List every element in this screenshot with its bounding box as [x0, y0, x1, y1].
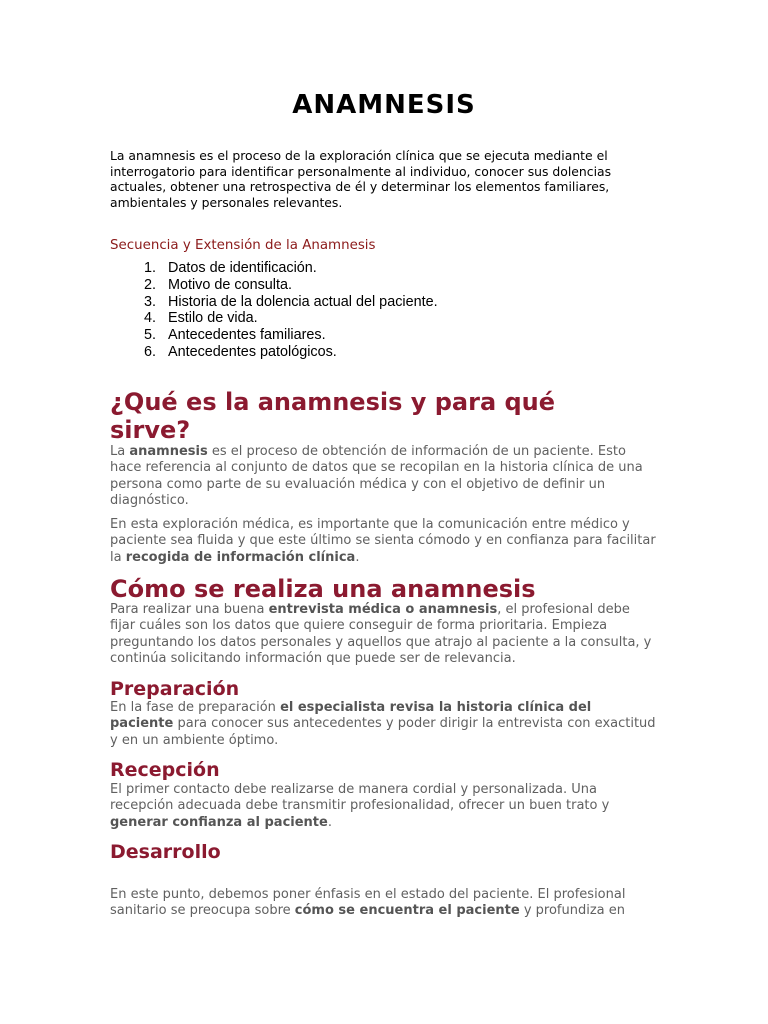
document-title: ANAMNESIS	[292, 90, 476, 120]
intro-paragraph: La anamnesis es el proceso de la exploración clínica que se ejecuta mediante el interrogatorio para identificar personalmente al individuo, conocer sus dolencias actuales, obtener una retrospectiva de él y determinar los elementos familiares, ambientales y personales relevantes.	[110, 148, 612, 210]
list-item	[110, 310, 438, 327]
list-item-number: 6.	[143, 343, 156, 360]
list-item-number: 4.	[143, 310, 156, 327]
section-heading-como: Cómo se realiza una anamnesis	[110, 575, 536, 603]
preparacion-paragraph: En la fase de preparación el especialista revisa la historia clínica del paciente para conocer sus antecedentes y poder dirigir la entrevista con exactitud y en un ambiente óptimo.	[110, 700, 656, 748]
list-item-number: 3.	[143, 293, 156, 310]
section-heading-preparacion: Preparación	[110, 678, 240, 700]
desarrollo-paragraph: En este punto, debemos poner énfasis en el estado del paciente. El profesional sanitario se preocupa sobre cómo se encuentra el paciente y profundiza en	[110, 887, 626, 919]
list-item	[110, 294, 438, 311]
list-item	[110, 260, 438, 277]
section-heading-recepcion: Recepción	[110, 759, 220, 781]
como-paragraph: Para realizar una buena entrevista médica o anamnesis, el profesional debe fijar cuáles son los datos que quiere conseguir de forma prioritaria. Empieza preguntando los datos personales y aquellos que atrajo al paciente a la consulta, y continúa solicitando información que puede ser de relevancia.	[110, 602, 652, 666]
sequence-heading: Secuencia y Extensión de la Anamnesis	[110, 238, 376, 253]
list-item-number: 2.	[143, 276, 156, 293]
list-item-number: 1.	[143, 260, 156, 276]
list-item	[110, 277, 438, 294]
que-es-paragraph-1: La anamnesis es el proceso de obtención de información de un paciente. Esto hace referencia al conjunto de datos que se recopilan en la historia clínica de una persona como parte de su evaluación médica y con el objetivo de definir un diagnóstico.	[110, 444, 643, 508]
que-es-paragraph-2: En esta exploración médica, es importante que la comunicación entre médico y paciente sea fluida y que este último se sienta cómodo y en confianza para facilitar la recogida de información clínica.	[110, 517, 656, 565]
list-item	[110, 327, 438, 344]
recepcion-paragraph: El primer contacto debe realizarse de manera cordial y personalizada. Una recepción adecuada debe transmitir profesionalidad, ofrecer un buen trato y generar confianza al paciente.	[110, 782, 610, 830]
section-heading-desarrollo: Desarrollo	[110, 841, 221, 863]
list-item-label: Antecedentes familiares.	[168, 327, 326, 344]
list-item-label: Estilo de vida.	[168, 310, 258, 327]
list-item-label: Datos de identificación.	[168, 260, 317, 276]
section-heading-que-es: ¿Qué es la anamnesis y para qué sirve?	[110, 388, 556, 444]
list-item-label: Antecedentes patológicos.	[168, 343, 337, 360]
list-item	[110, 344, 438, 361]
list-item-label: Historia de la dolencia actual del paciente.	[168, 293, 438, 310]
list-item-number: 5.	[143, 327, 156, 344]
list-item-label: Motivo de consulta.	[168, 276, 292, 293]
sequence-list	[110, 260, 438, 361]
